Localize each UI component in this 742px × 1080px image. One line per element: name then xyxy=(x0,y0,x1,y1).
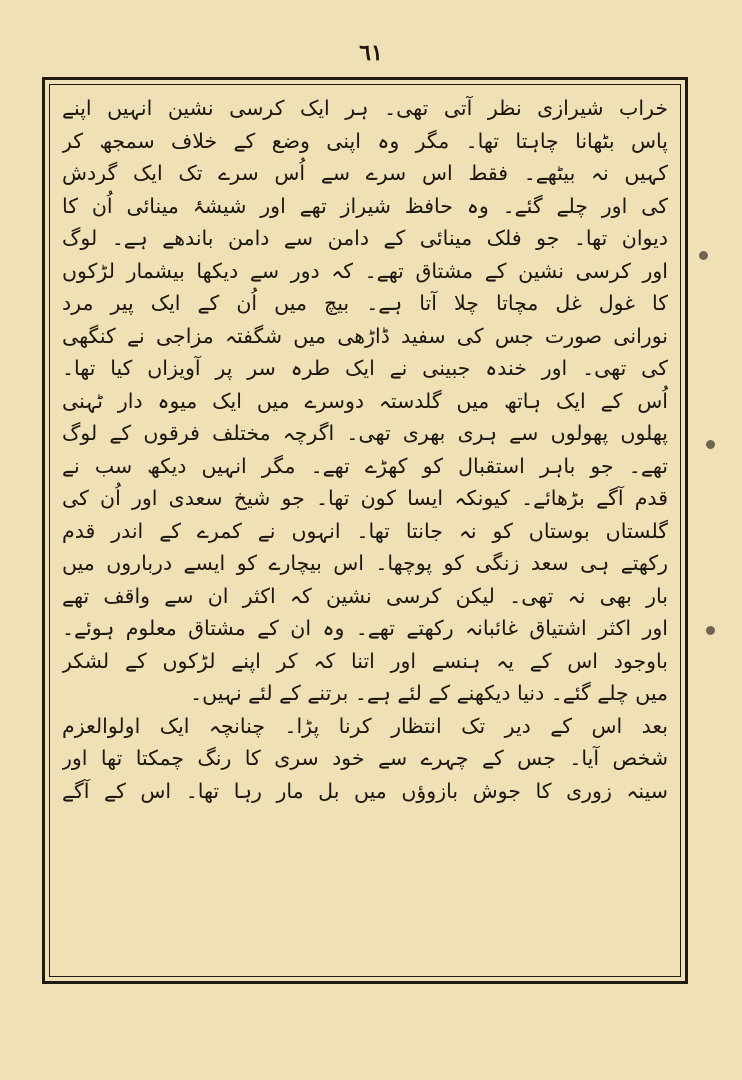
binding-hole xyxy=(706,440,715,449)
text-line: پاس بٹھانا چاہتا تھا۔ مگر وہ اپنی وضع کے خلاف سمجھ کر xyxy=(62,128,668,153)
text-line: سینہ زوری کا جوش بازوؤں میں بل مار رہا تھا۔ اس کے آگے xyxy=(62,778,668,803)
text-line: پھلوں پھولوں سے ہری بھری تھی۔ اگرچہ مختلف فرقوں کے لوگ xyxy=(62,421,668,445)
text-line: کی اور چلے گئے۔ وہ حافظ شیراز تھے اور شیشۂ مینائی اُن کا xyxy=(62,193,668,218)
text-line: اور کرسی نشین کے مشتاق تھے۔ کہ دور سے دیکھا بیشمار لڑکوں xyxy=(62,258,668,283)
text-line: کی تھی۔ اور خندہ جبینی نے ایک طرہ سر پر آویزاں کیا تھا۔ xyxy=(62,356,668,380)
body-text xyxy=(62,92,668,970)
text-line: بار بھی نہ تھی۔ لیکن کرسی نشین کہ اکثر ان سے واقف تھے xyxy=(62,583,668,608)
text-line: کا غول غل مچاتا چلا آتا ہے۔ بیچ میں اُن کے ایک پیر مرد xyxy=(62,291,668,315)
text-line: گلستاں بوستاں کو نہ جانتا تھا۔ انہوں نے کمرے کے اندر قدم xyxy=(62,518,668,543)
page-number: ٦١ xyxy=(359,40,383,66)
text-line: خراب شیرازی نظر آتی تھی۔ ہر ایک کرسی نشین انہیں اپنے xyxy=(62,96,668,120)
text-line: تھے۔ جو باہر استقبال کو کھڑے تھے۔ مگر انہیں دیکھ سب نے xyxy=(62,453,668,478)
text-line: نورانی صورت جس کی سفید ڈاڑھی میں شگفتہ مزاجی نے کنگھی xyxy=(62,323,668,348)
text-line: اُس کے ایک ہاتھ میں گلدستہ دوسرے میں ایک میوہ دار ٹہنی xyxy=(62,388,668,413)
text-line: میں چلے گئے۔ دنیا دیکھنے کے لئے ہے۔ برتنے کے لئے نہیں۔ xyxy=(190,681,668,705)
text-line: رکھتے ہی سعد زنگی کو پوچھا۔ اس بیچارے کو ایسے درباروں میں xyxy=(62,551,668,575)
binding-hole xyxy=(706,626,715,635)
text-line: شخص آیا۔ جس کے چہرے سے خود سری کا رنگ چمکتا تھا اور xyxy=(62,746,668,770)
text-line: اور اکثر اشتیاق غائبانہ رکھتے تھے۔ وہ ان کے مشتاق معلوم ہوئے۔ xyxy=(62,616,668,640)
text-line: قدم آگے بڑھائے۔ کیونکہ ایسا کون تھا۔ جو شیخ سعدی اور اُن کی xyxy=(62,486,668,510)
text-line: دیوان تھا۔ جو فلک مینائی کے دامن سے دامن باندھے ہے۔ لوگ xyxy=(62,226,668,250)
text-line: کہیں نہ بیٹھے۔ فقط اس سرے سے اُس سرے تک ایک گردش xyxy=(62,161,668,185)
binding-hole xyxy=(699,251,708,260)
text-line: باوجود اس کے یہ ہنسے اور اتنا کہ کر اپنے لڑکوں کے لشکر xyxy=(62,648,668,673)
text-line: بعد اس کے دیر تک انتظار کرنا پڑا۔ چنانچہ ایک اولوالعزم xyxy=(62,713,668,738)
